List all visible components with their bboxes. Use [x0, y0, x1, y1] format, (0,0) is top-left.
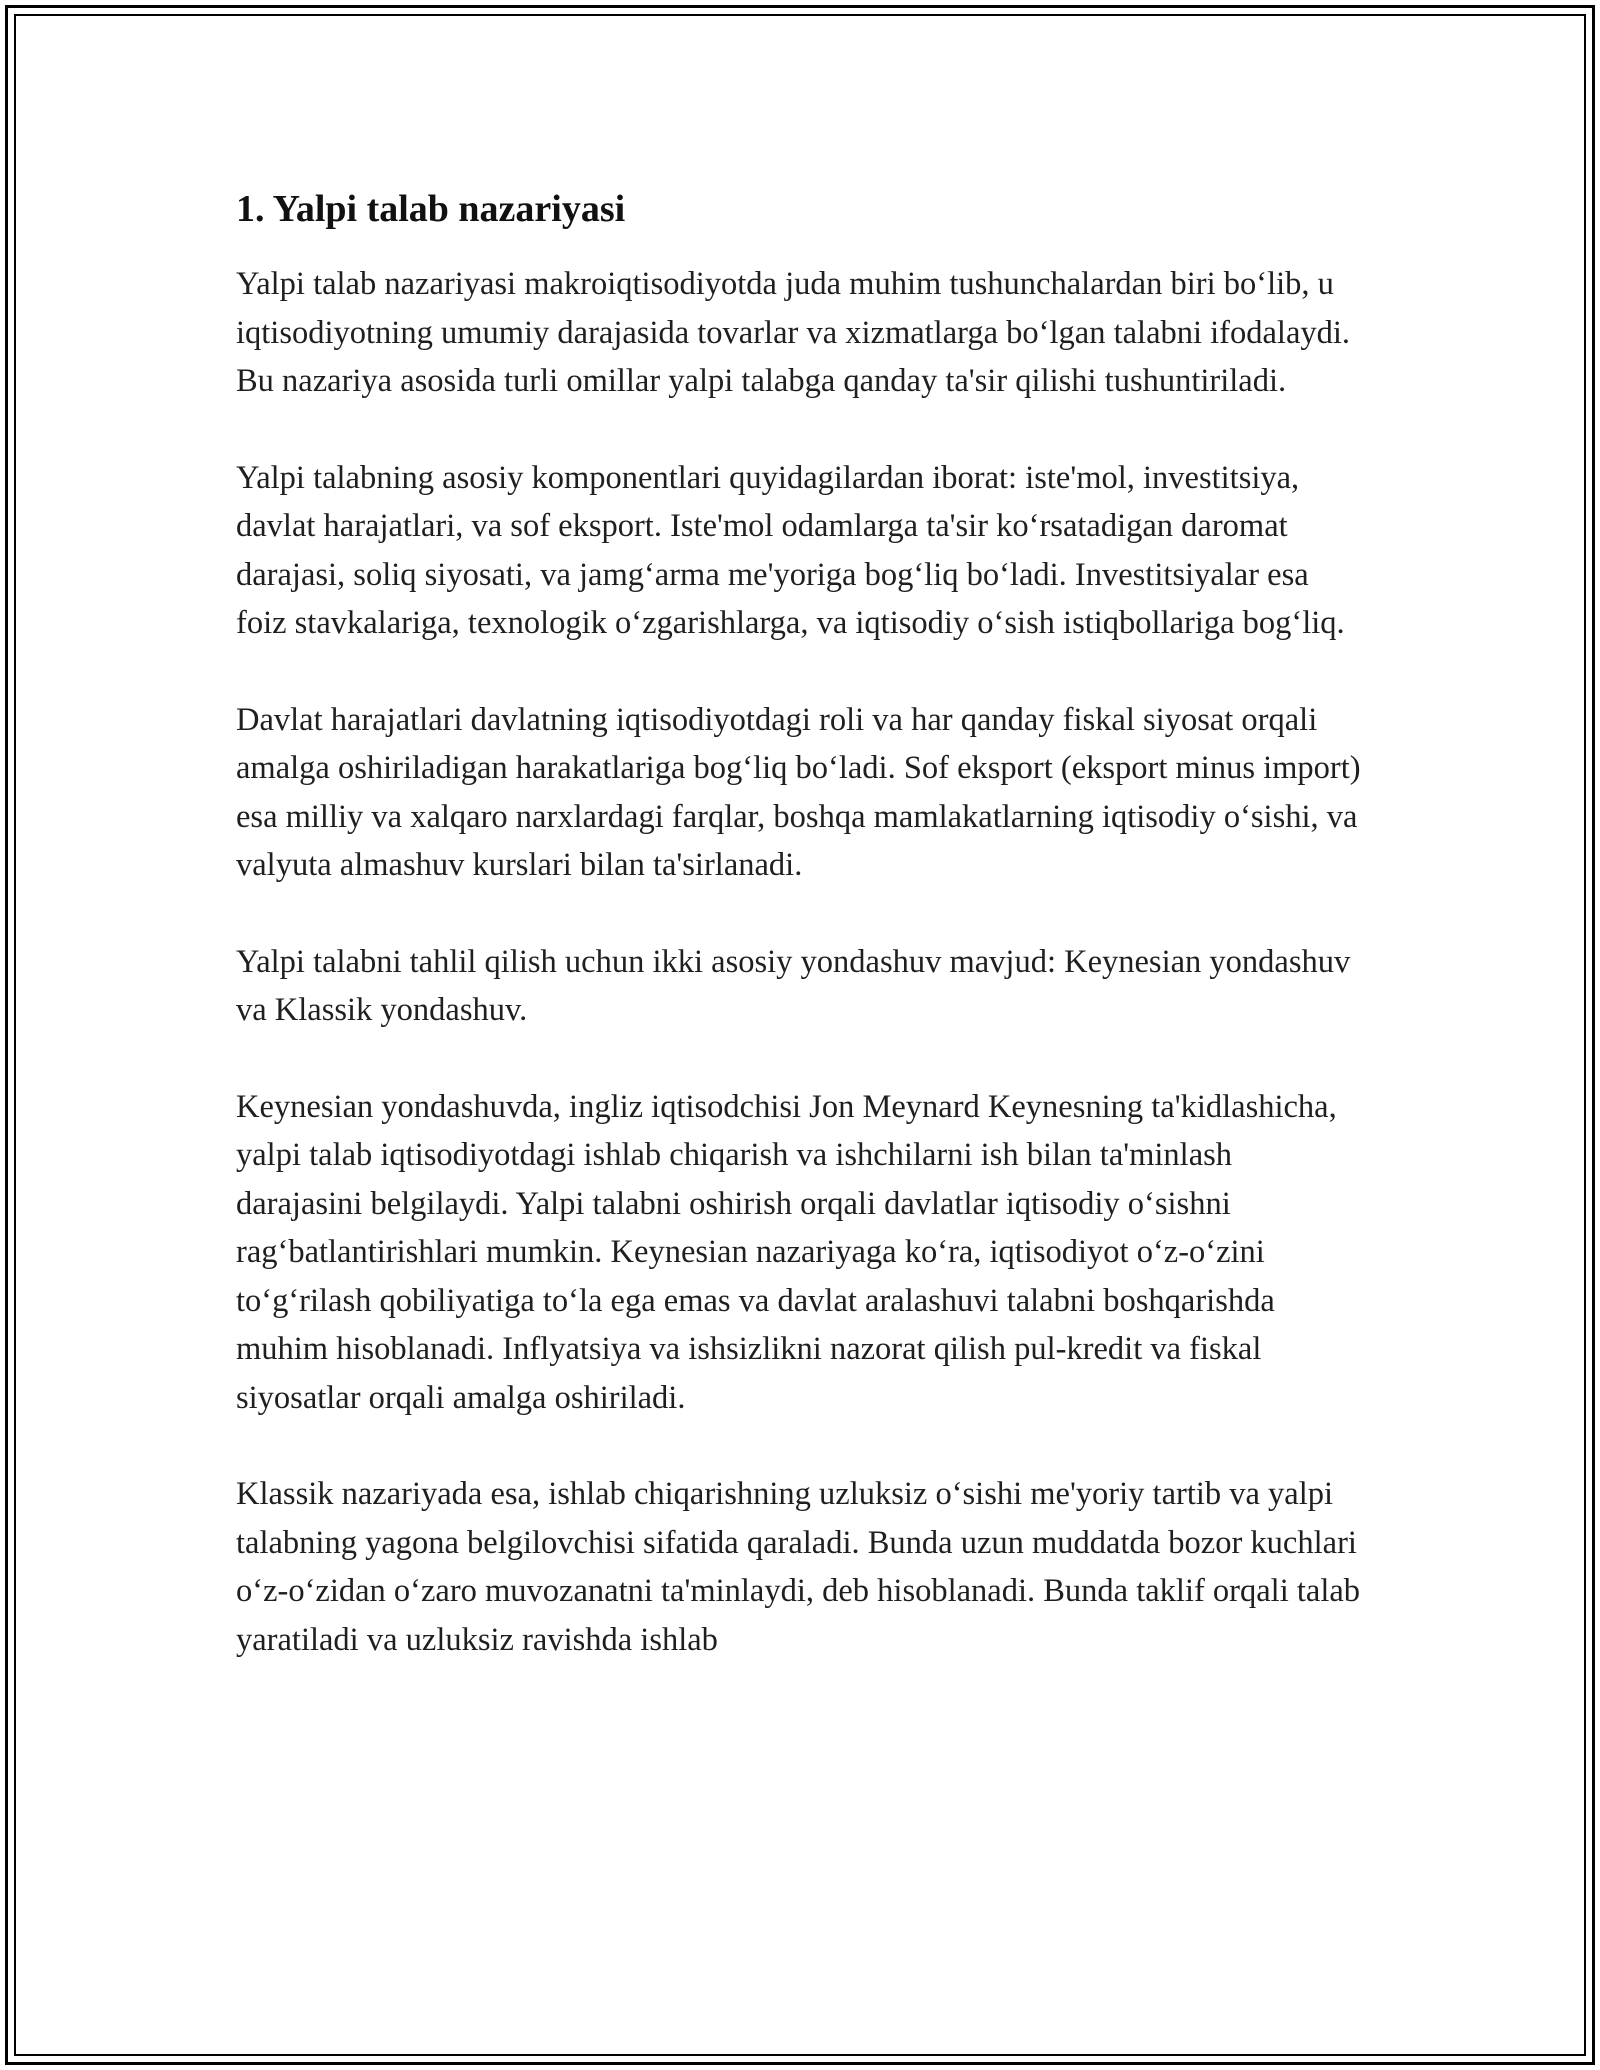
paragraph-approaches: Yalpi talabni tahlil qilish uchun ikki asosiy yondashuv mavjud: Keynesian yondashuv va Klassik yondashuv. — [236, 943, 1351, 1028]
paragraph-government-exports: Davlat harajatlari davlatning iqtisodiyotdagi roli va har qanday fiskal siyosat orqali amalga oshiriladigan harakatlariga bog‘liq bo‘ladi. Sof eksport (eksport minus import) esa milliy va xalqaro narxlardagi farqlar, boshqa mamlakatlarning iqtisodiy o‘sishi, va valyuta almashuv kurslari bilan ta'sirlanadi. — [236, 701, 1361, 883]
paragraph-definition: Yalpi talab nazariyasi makroiqtisodiyotda juda muhim tushunchalardan biri bo‘lib, u iqtisodiyotning umumiy darajasida tovarlar va xizmatlarga bo‘lgan talabni ifodalaydi. Bu nazariya asosida turli omillar yalpi talabga qanday ta'sir qilishi tushuntiriladi. — [236, 266, 1351, 399]
section-heading: 1. Yalpi talab nazariyasi — [236, 188, 626, 230]
document-body — [236, 186, 1366, 1712]
paragraph-classical: Klassik nazariyada esa, ishlab chiqarishning uzluksiz o‘sishi me'yoriy tartib va yalpi talabning yagona belgilovchisi sifatida qaraladi. Bunda uzun muddatda bozor kuchlari o‘z-o‘zidan o‘zaro muvozanatni ta'minlaydi, deb hisoblanadi. Bunda taklif orqali talab yaratiladi va uzluksiz ravishda ishlab — [236, 1476, 1361, 1658]
paragraph-keynesian: Keynesian yondashuvda, ingliz iqtisodchisi Jon Meynard Keynesning ta'kidlashicha, yalpi talab iqtisodiyotdagi ishlab chiqarish va ishchilarni ish bilan ta'minlash darajasini belgilaydi. Yalpi talabni oshirish orqali davlatlar iqtisodiy o‘sishni rag‘batlantirishlari mumkin. Keynesian nazariyaga ko‘ra, iqtisodiyot o‘z-o‘zini to‘g‘rilash qobiliyatiga to‘la ega emas va davlat aralashuvi talabni boshqarishda muhim hisoblanadi. Inflyatsiya va ishsizlikni nazorat qilish pul-kredit va fiskal siyosatlar orqali amalga oshiriladi. — [236, 1088, 1337, 1416]
paragraph-components: Yalpi talabning asosiy komponentlari quyidagilardan iborat: iste'mol, investitsiya, davlat harajatlari, va sof eksport. Iste'mol odamlarga ta'sir ko‘rsatadigan daromat darajasi, soliq siyosati, va jamg‘arma me'yoriga bog‘liq bo‘ladi. Investitsiyalar esa foiz stavkalariga, texnologik o‘zgarishlarga, va iqtisodiy o‘sish istiqbollariga bog‘liq. — [236, 459, 1345, 641]
